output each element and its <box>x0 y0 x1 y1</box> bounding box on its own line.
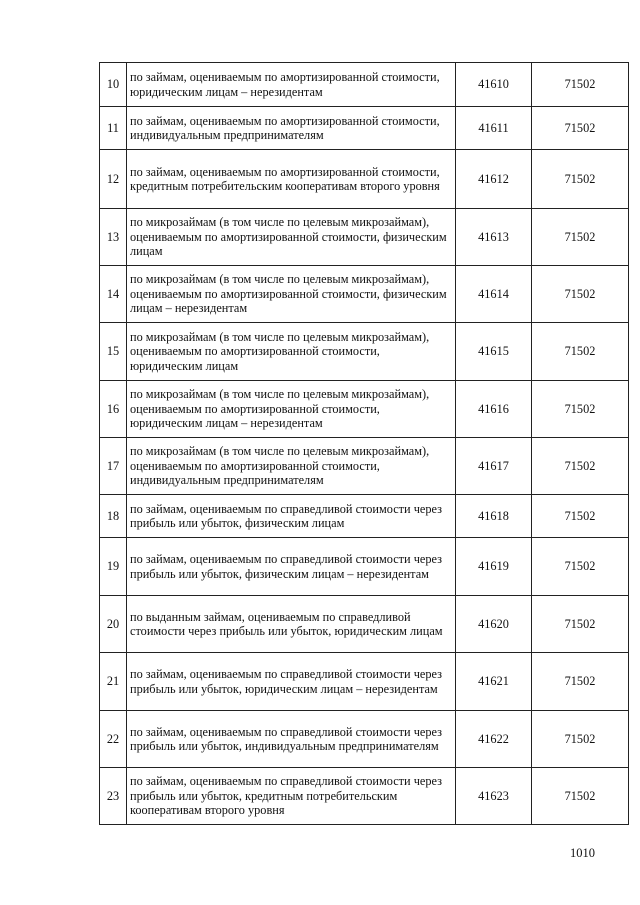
row-code: 41613 <box>456 209 532 266</box>
row-number: 13 <box>100 209 127 266</box>
row-description: по займам, оцениваемым по справедливой стоимости через прибыль или убыток, физическим лицам <box>127 495 456 538</box>
row-description: по микрозаймам (в том числе по целевым микрозаймам), оцениваемым по амортизированной стоимости, физическим лицам <box>127 209 456 266</box>
table-row <box>100 266 629 323</box>
row-description: по займам, оцениваемым по амортизированной стоимости, кредитным потребительским кооперативам второго уровня <box>127 150 456 209</box>
row-code: 41616 <box>456 381 532 438</box>
table-row <box>100 495 629 538</box>
row-account: 71502 <box>532 538 629 596</box>
accounts-table <box>99 62 629 825</box>
table-row <box>100 596 629 653</box>
row-account: 71502 <box>532 323 629 381</box>
row-code: 41611 <box>456 107 532 150</box>
row-number: 23 <box>100 768 127 825</box>
row-description: по займам, оцениваемым по справедливой стоимости через прибыль или убыток, физическим лицам – нерезидентам <box>127 538 456 596</box>
row-description: по микрозаймам (в том числе по целевым микрозаймам), оцениваемым по амортизированной стоимости, индивидуальным предпринимателям <box>127 438 456 495</box>
row-account: 71502 <box>532 495 629 538</box>
table-row <box>100 438 629 495</box>
row-account: 71502 <box>532 266 629 323</box>
row-description: по займам, оцениваемым по амортизированной стоимости, индивидуальным предпринимателям <box>127 107 456 150</box>
row-description: по займам, оцениваемым по справедливой стоимости через прибыль или убыток, юридическим лицам – нерезидентам <box>127 653 456 711</box>
row-account: 71502 <box>532 209 629 266</box>
table-row <box>100 150 629 209</box>
row-description: по займам, оцениваемым по справедливой стоимости через прибыль или убыток, кредитным потребительским кооперативам второго уровня <box>127 768 456 825</box>
row-account: 71502 <box>532 63 629 107</box>
table-row <box>100 711 629 768</box>
row-description: по займам, оцениваемым по амортизированной стоимости, юридическим лицам – нерезидентам <box>127 63 456 107</box>
table-row <box>100 209 629 266</box>
row-account: 71502 <box>532 107 629 150</box>
row-account: 71502 <box>532 150 629 209</box>
page-number: 1010 <box>570 846 595 860</box>
row-number: 19 <box>100 538 127 596</box>
row-account: 71502 <box>532 438 629 495</box>
table-row <box>100 323 629 381</box>
row-number: 22 <box>100 711 127 768</box>
row-number: 12 <box>100 150 127 209</box>
row-number: 17 <box>100 438 127 495</box>
row-code: 41617 <box>456 438 532 495</box>
table-row <box>100 381 629 438</box>
row-number: 16 <box>100 381 127 438</box>
row-code: 41621 <box>456 653 532 711</box>
row-number: 14 <box>100 266 127 323</box>
row-description: по займам, оцениваемым по справедливой стоимости через прибыль или убыток, индивидуальным предпринимателям <box>127 711 456 768</box>
row-number: 21 <box>100 653 127 711</box>
row-code: 41619 <box>456 538 532 596</box>
row-code: 41618 <box>456 495 532 538</box>
row-number: 18 <box>100 495 127 538</box>
row-description: по микрозаймам (в том числе по целевым микрозаймам), оцениваемым по амортизированной стоимости, юридическим лицам – нерезидентам <box>127 381 456 438</box>
row-account: 71502 <box>532 768 629 825</box>
row-number: 11 <box>100 107 127 150</box>
row-number: 10 <box>100 63 127 107</box>
row-number: 15 <box>100 323 127 381</box>
row-code: 41615 <box>456 323 532 381</box>
row-code: 41612 <box>456 150 532 209</box>
row-number: 20 <box>100 596 127 653</box>
table-row <box>100 653 629 711</box>
row-description: по микрозаймам (в том числе по целевым микрозаймам), оцениваемым по амортизированной стоимости, юридическим лицам <box>127 323 456 381</box>
table-row <box>100 768 629 825</box>
table-row <box>100 538 629 596</box>
row-account: 71502 <box>532 711 629 768</box>
table-row <box>100 107 629 150</box>
row-code: 41610 <box>456 63 532 107</box>
table-row <box>100 63 629 107</box>
row-description: по микрозаймам (в том числе по целевым микрозаймам), оцениваемым по амортизированной стоимости, физическим лицам – нерезидентам <box>127 266 456 323</box>
row-code: 41614 <box>456 266 532 323</box>
row-account: 71502 <box>532 596 629 653</box>
row-code: 41623 <box>456 768 532 825</box>
row-account: 71502 <box>532 653 629 711</box>
row-code: 41622 <box>456 711 532 768</box>
row-description: по выданным займам, оцениваемым по справедливой стоимости через прибыль или убыток, юридическим лицам <box>127 596 456 653</box>
row-code: 41620 <box>456 596 532 653</box>
row-account: 71502 <box>532 381 629 438</box>
